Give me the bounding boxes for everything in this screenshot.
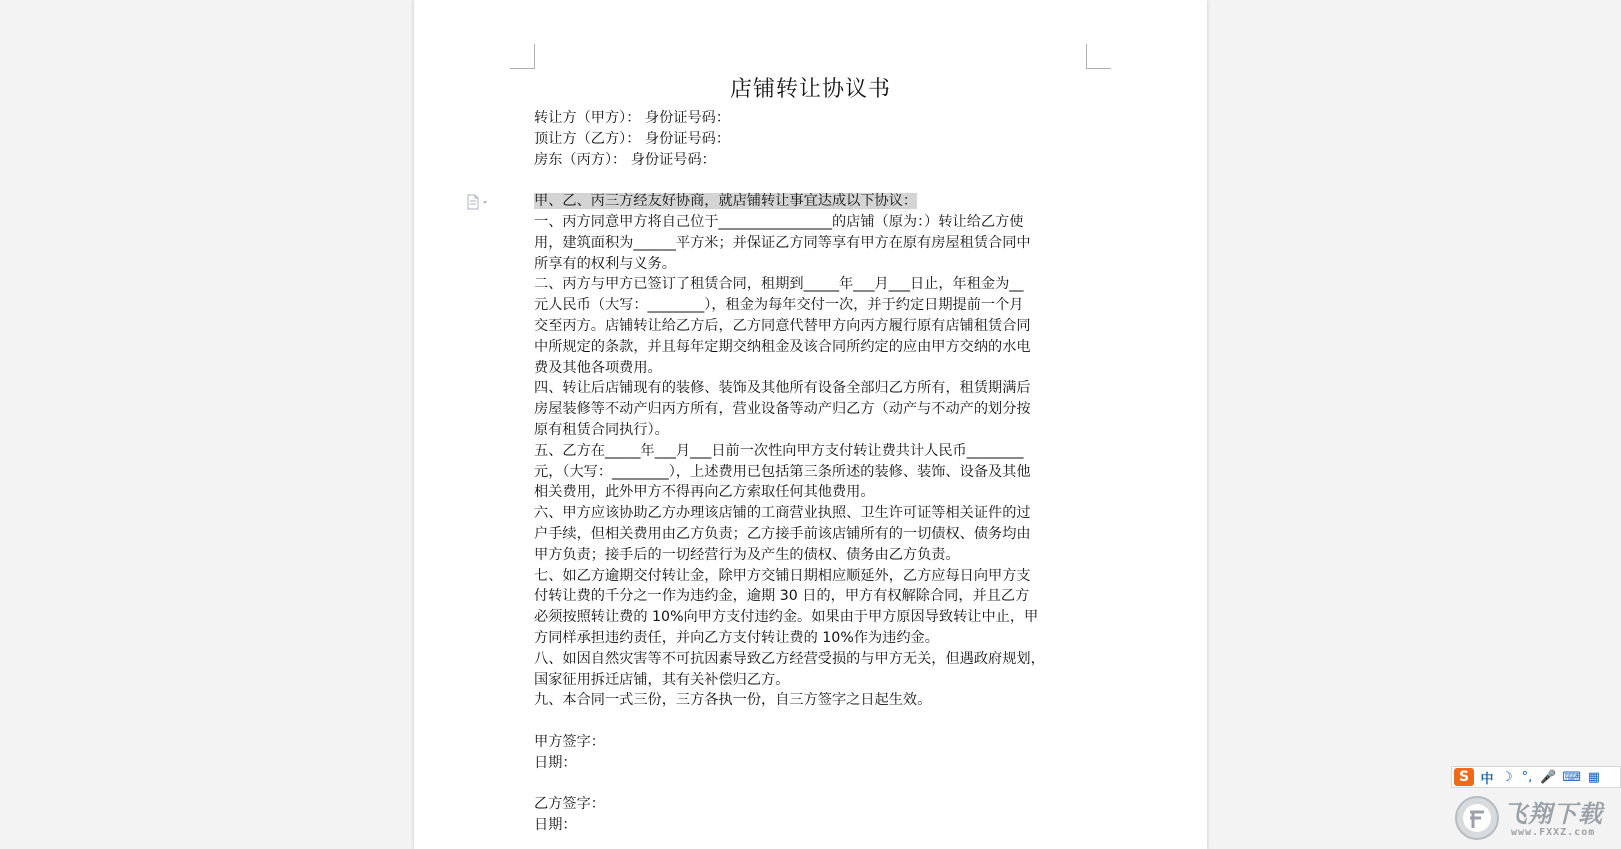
text-line[interactable]: 户手续，但相关费用由乙方负责；乙方接手前该店铺所有的一切债权、债务均由 [534, 525, 1031, 542]
document-page[interactable] [414, 0, 1207, 849]
text-line[interactable]: 所享有的权利与义务。 [534, 255, 676, 272]
crop-mark-top-left [510, 44, 535, 69]
text-line[interactable]: 八、如因自然灾害等不可抗因素导致乙方经营受损的与甲方无关，但遇政府规划， [534, 650, 1045, 667]
system-tray-overlay [1451, 766, 1621, 849]
punctuation-icon[interactable]: °, [1521, 769, 1533, 785]
document-body[interactable] [534, 108, 1086, 836]
signature-party-a[interactable]: 甲方签字： [534, 733, 605, 750]
text-line[interactable]: 中所规定的条款，并且每年定期交纳租金及该合同所约定的应由甲方交纳的水电 [534, 338, 1031, 355]
blank-line[interactable] [534, 774, 1086, 795]
watermark-logo-icon [1453, 790, 1503, 846]
text-line[interactable]: 五、乙方在_____年___月___日前一次性向甲方支付转让费共计人民币________ [534, 442, 1024, 459]
watermark-brand-text: 飞翔下载 [1503, 800, 1603, 828]
text-line[interactable]: 交至丙方。店铺转让给乙方后，乙方同意代替甲方向丙方履行原有店铺租赁合同 [534, 317, 1031, 334]
ime-toolbar[interactable] [1451, 766, 1621, 788]
skin-icon[interactable]: ▦ [1587, 769, 1601, 785]
text-line[interactable]: 九、本合同一式三份，三方各执一份，自三方签字之日起生效。 [534, 692, 932, 709]
text-line[interactable]: 甲方负责；接手后的一切经营行为及产生的债权、债务由乙方负责。 [534, 546, 960, 563]
text-line[interactable]: 六、甲方应该协助乙方办理该店铺的工商营业执照、卫生许可证等相关证件的过 [534, 505, 1031, 522]
microphone-icon[interactable]: 🎤 [1540, 769, 1557, 785]
text-line[interactable]: 房东（丙方）： 身份证号码： [534, 151, 716, 168]
text-line[interactable]: 房屋装修等不动产归丙方所有，营业设备等动产归乙方（动产与不动产的划分按 [534, 401, 1031, 418]
text-line-highlighted[interactable] [534, 191, 1086, 212]
crop-mark-top-right [1086, 44, 1111, 69]
selected-text[interactable]: 甲、乙、丙三方经友好协商，就店铺转让事宜达成以下协议： [534, 193, 918, 210]
sogou-logo-icon[interactable]: S [1454, 768, 1474, 786]
text-line[interactable]: 方同样承担违约责任，并向乙方支付转让费的 10%作为违约金。 [534, 629, 939, 646]
text-line[interactable]: 必须按照转让费的 10%向甲方支付违约金。如果由于甲方原因导致转让中止，甲 [534, 609, 1039, 626]
text-line[interactable]: 顶让方（乙方）： 身份证号码： [534, 130, 731, 147]
date-party-a[interactable]: 日期： [534, 754, 577, 771]
blank-line[interactable] [534, 711, 1086, 732]
date-party-b[interactable]: 日期： [534, 817, 577, 834]
text-line[interactable]: 四、转让后店铺现有的装修、装饰及其他所有设备全部归乙方所有，租赁期满后 [534, 380, 1031, 397]
moon-icon[interactable]: ☽ [1501, 769, 1513, 785]
text-line[interactable]: 转让方（甲方）： 身份证号码： [534, 110, 731, 126]
signature-party-b[interactable]: 乙方签字： [534, 796, 605, 813]
text-line[interactable]: 元，（大写：________），上述费用已包括第三条所述的装修、装饰、设备及其他 [534, 463, 1031, 480]
text-line[interactable]: 付转让费的千分之一作为违约金，逾期 30 日的，甲方有权解除合同，并且乙方 [534, 588, 1030, 605]
paragraph-options-icon[interactable] [466, 194, 492, 210]
document-title[interactable]: 店铺转让协议书 [729, 77, 891, 102]
text-line[interactable]: 费及其他各项费用。 [534, 359, 662, 376]
text-line[interactable]: 相关费用，此外甲方不得再向乙方索取任何其他费用。 [534, 484, 875, 501]
text-line[interactable]: 原有租赁合同执行）。 [534, 421, 669, 438]
site-watermark [1453, 790, 1621, 848]
text-line[interactable]: 一、丙方同意甲方将自己位于________________的店铺（原为：）转让给乙方使 [534, 213, 1024, 230]
text-line[interactable]: 国家征用拆迁店铺，其有关补偿归乙方。 [534, 671, 790, 688]
text-line[interactable]: 二、丙方与甲方已签订了租赁合同，租期到_____年___月___日止，年租金为__ [534, 276, 1024, 293]
ime-language-toggle[interactable]: 中 [1480, 771, 1494, 787]
keyboard-icon[interactable]: ⌨ [1562, 769, 1581, 785]
text-line[interactable]: 用，建筑面积为______平方米；并保证乙方同等享有甲方在原有房屋租赁合同中 [534, 234, 1031, 251]
text-line[interactable]: 元人民币（大写：________），租金为每年交付一次，并于约定日期提前一个月 [534, 297, 1024, 314]
blank-line[interactable] [534, 170, 1086, 191]
watermark-url-text: www.FXXZ.com [1511, 827, 1596, 838]
text-line[interactable]: 七、如乙方逾期交付转让金，除甲方交铺日期相应顺延外，乙方应每日向甲方支 [534, 567, 1031, 584]
